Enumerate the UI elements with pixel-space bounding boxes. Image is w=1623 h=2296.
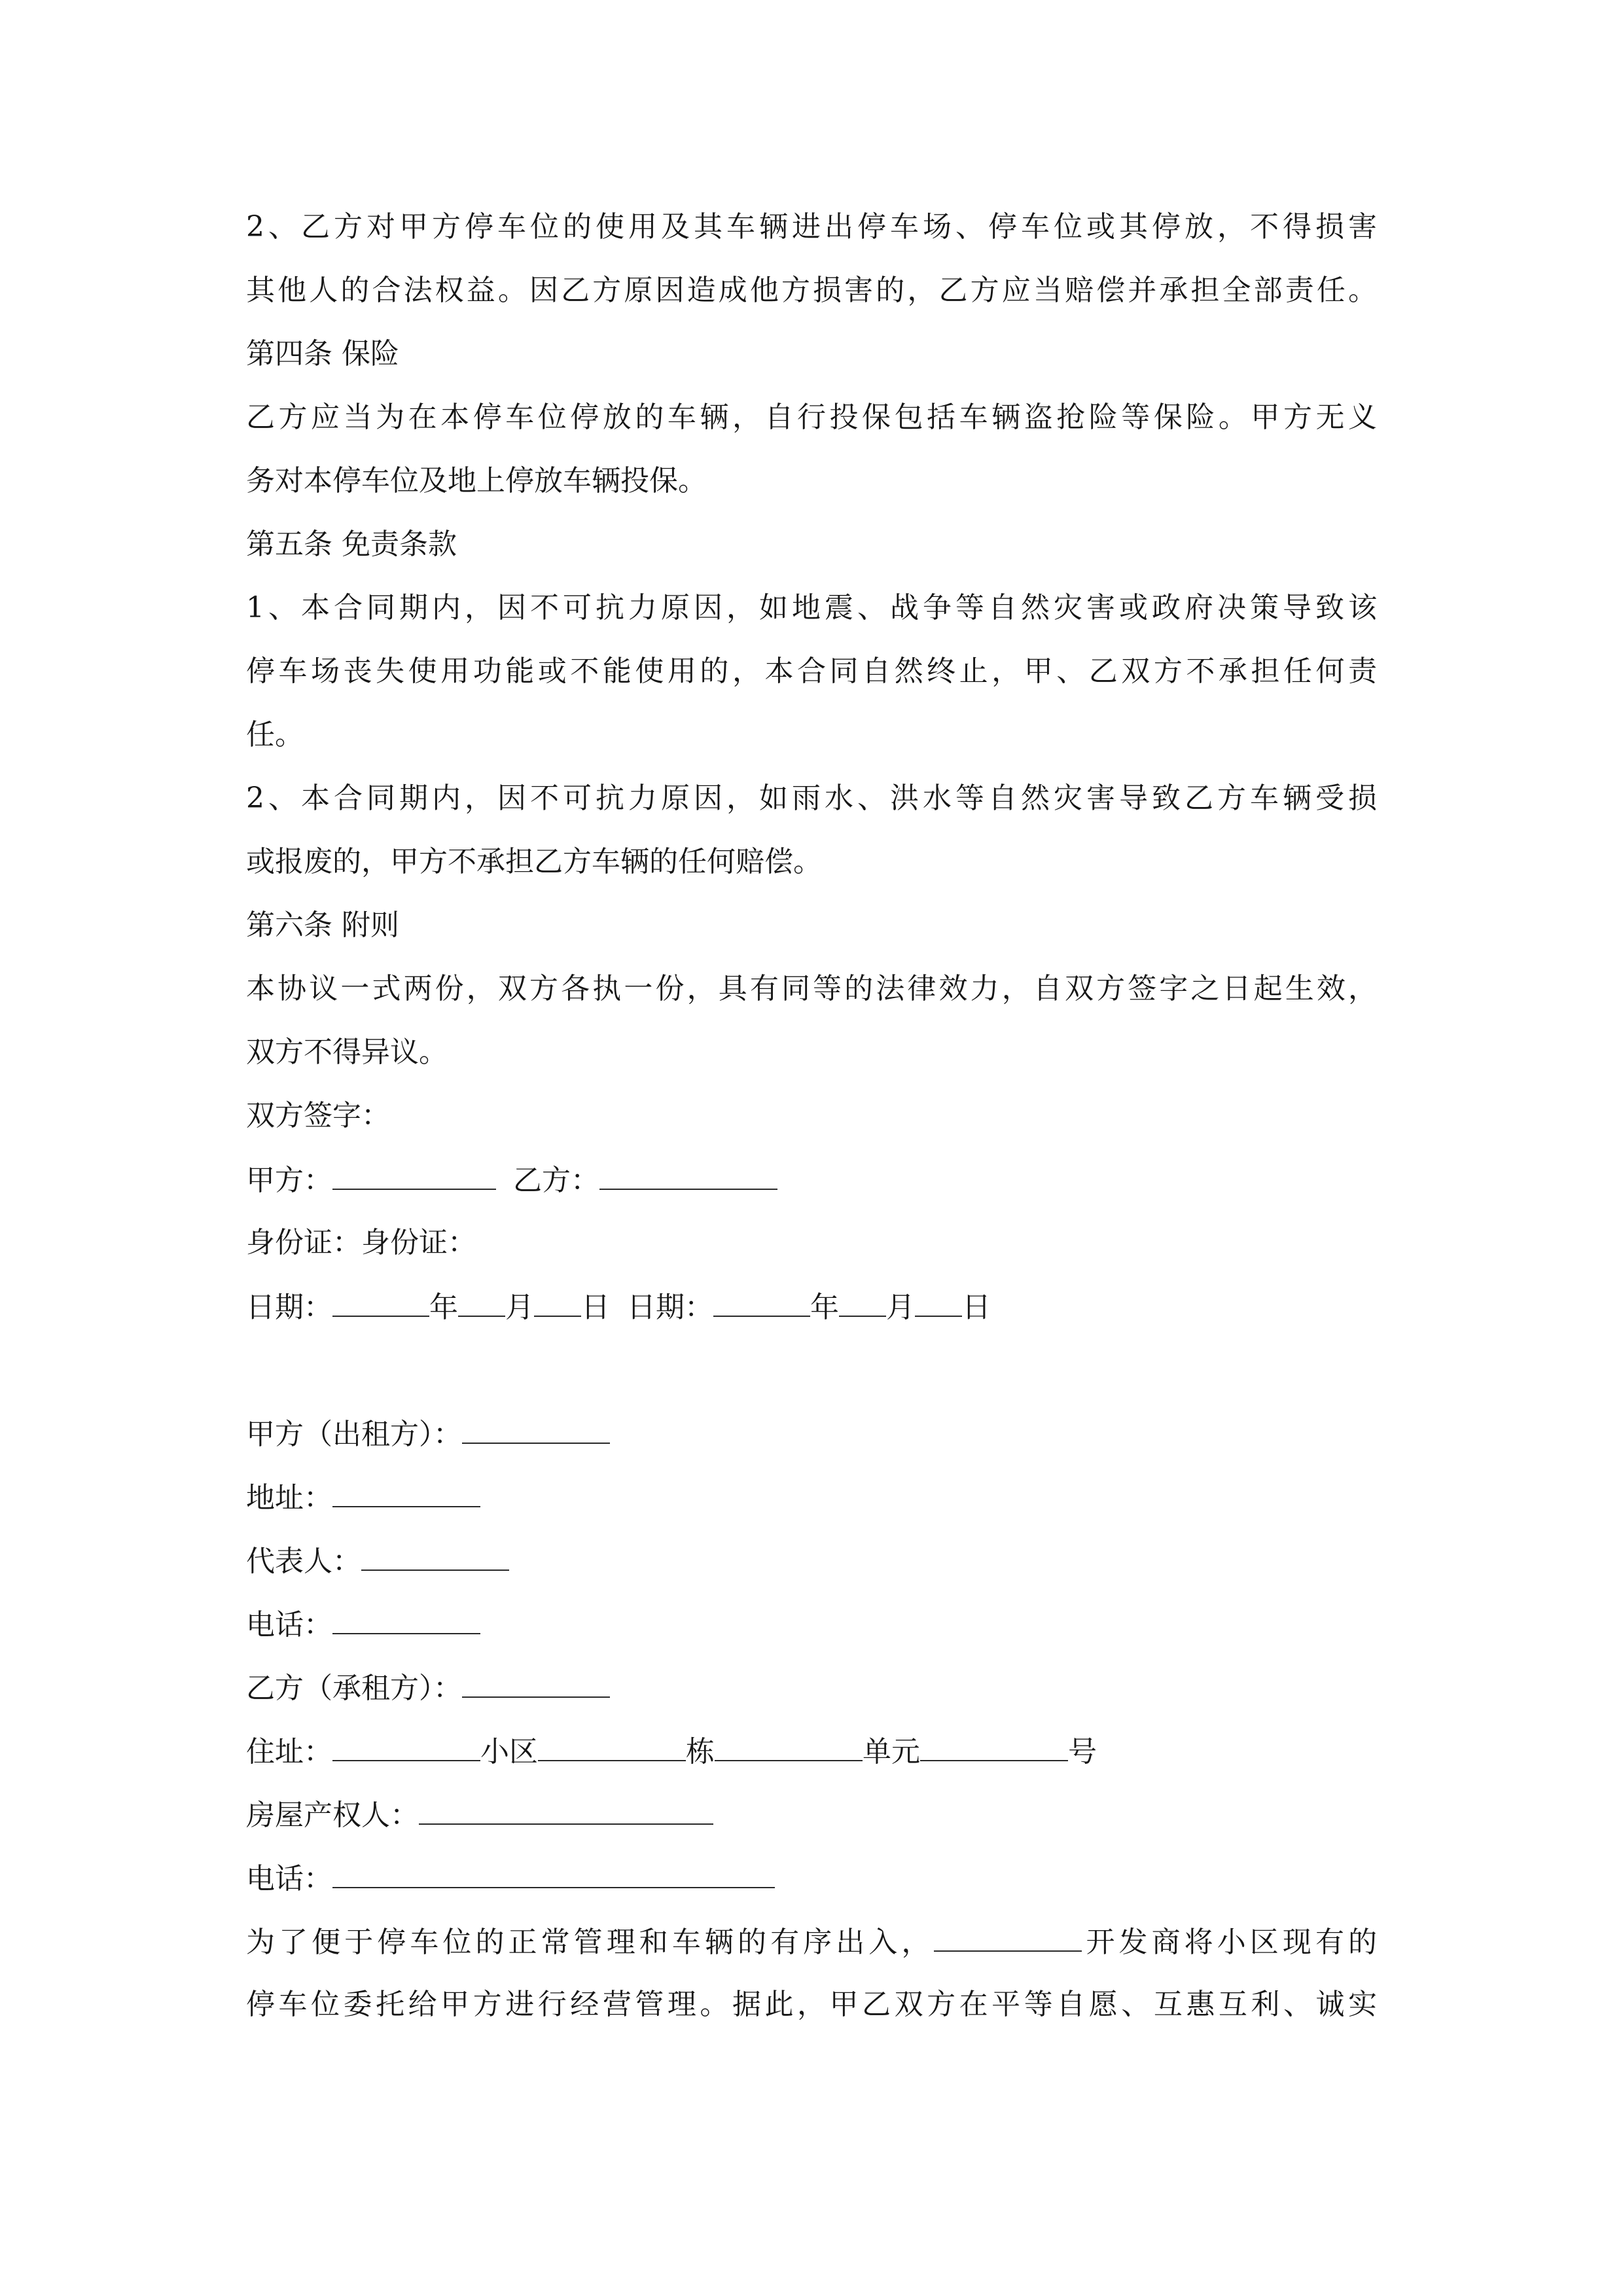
article4-line1: 乙方应当为在本停车位停放的车辆，自行投保包括车辆盗抢险等保险。甲方无义 xyxy=(246,401,1377,434)
lessee-blank[interactable] xyxy=(462,1668,610,1698)
date-a-year: 年 xyxy=(429,1291,458,1324)
party-a-signature-blank[interactable] xyxy=(332,1160,496,1190)
residence-building-blank[interactable] xyxy=(538,1731,686,1761)
date-b-label: 日期： xyxy=(627,1291,713,1324)
unit-label: 单元 xyxy=(863,1735,920,1768)
lessee-label: 乙方（承租方）： xyxy=(246,1672,462,1705)
clause3-item2-line2: 其他人的合法权益。因乙方原因造成他方损害的，乙方应当赔偿并承担全部责任。 xyxy=(246,274,1377,307)
date-a-label: 日期： xyxy=(246,1291,332,1324)
intro-line1-part-a: 为了便于停车位的正常管理和车辆的有序出入， xyxy=(246,1926,935,1959)
intro-line1-part-b: 开发商将小区现有的 xyxy=(1082,1926,1378,1959)
date-b-day: 日 xyxy=(962,1291,991,1324)
date-a-month-blank[interactable] xyxy=(458,1287,505,1317)
signature-line xyxy=(246,1160,777,1199)
phone2-blank[interactable] xyxy=(332,1858,775,1888)
developer-blank[interactable] xyxy=(934,1922,1082,1952)
phone-label: 电话： xyxy=(246,1608,332,1641)
owner-label: 房屋产权人： xyxy=(246,1799,419,1832)
article6-line1: 本协议一式两份，双方各执一份，具有同等的法律效力，自双方签字之日起生效， xyxy=(246,972,1377,1005)
date-a-year-blank[interactable] xyxy=(332,1287,429,1317)
residence-label: 住址： xyxy=(246,1735,332,1768)
address-label: 地址： xyxy=(246,1481,332,1515)
representative-label: 代表人： xyxy=(246,1545,361,1578)
lessee-line xyxy=(246,1668,610,1707)
article5-item2-line1: 2、本合同期内，因不可抗力原因，如雨水、洪水等自然灾害导致乙方车辆受损 xyxy=(246,781,1377,815)
signatures-title: 双方签字： xyxy=(246,1099,390,1132)
article5-heading: 第五条 免责条款 xyxy=(246,528,457,561)
address-blank[interactable] xyxy=(332,1477,480,1507)
date-b-month: 月 xyxy=(886,1291,915,1324)
party-a-label: 甲方： xyxy=(246,1164,332,1197)
intro-line2: 停车位委托给甲方进行经营管理。据此，甲乙双方在平等自愿、互惠互利、诚实 xyxy=(246,1988,1377,2021)
phone2-label: 电话： xyxy=(246,1862,332,1895)
residence-number-blank[interactable] xyxy=(920,1731,1068,1761)
phone-line xyxy=(246,1604,480,1643)
lessor-blank[interactable] xyxy=(462,1414,610,1444)
date-line xyxy=(246,1287,991,1326)
article5-item2-line2: 或报废的，甲方不承担乙方车辆的任何赔偿。 xyxy=(246,845,822,878)
lessor-label: 甲方（出租方）： xyxy=(246,1418,462,1451)
date-b-year-blank[interactable] xyxy=(713,1287,810,1317)
party-b-label: 乙方： xyxy=(513,1164,599,1197)
date-a-day: 日 xyxy=(581,1291,610,1324)
owner-blank[interactable] xyxy=(419,1795,713,1825)
clause3-item2-line1: 2、乙方对甲方停车位的使用及其车辆进出停车场、停车位或其停放，不得损害 xyxy=(246,210,1377,243)
date-b-year: 年 xyxy=(810,1291,839,1324)
article5-item1-line3: 任。 xyxy=(246,718,304,751)
article4-line2: 务对本停车位及地上停放车辆投保。 xyxy=(246,464,707,497)
representative-line xyxy=(246,1541,509,1580)
phone2-line xyxy=(246,1858,775,1897)
phone-blank[interactable] xyxy=(332,1604,480,1634)
community-label: 小区 xyxy=(480,1735,538,1768)
residence-unit-blank[interactable] xyxy=(715,1731,863,1761)
intro-line1 xyxy=(246,1922,1377,1961)
date-a-day-blank[interactable] xyxy=(534,1287,581,1317)
article4-heading: 第四条 保险 xyxy=(246,337,399,370)
representative-blank[interactable] xyxy=(361,1541,509,1571)
party-b-signature-blank[interactable] xyxy=(599,1160,777,1190)
lessor-line xyxy=(246,1414,610,1453)
article6-heading: 第六条 附则 xyxy=(246,908,399,942)
address-line xyxy=(246,1477,480,1516)
date-b-month-blank[interactable] xyxy=(839,1287,886,1317)
date-a-month: 月 xyxy=(505,1291,534,1324)
building-label: 栋 xyxy=(686,1735,715,1768)
residence-community-blank[interactable] xyxy=(332,1731,480,1761)
owner-line xyxy=(246,1795,713,1834)
id-card-line: 身份证：身份证： xyxy=(246,1226,476,1259)
article6-line2: 双方不得异议。 xyxy=(246,1035,448,1069)
article5-item1-line1: 1、本合同期内，因不可抗力原因，如地震、战争等自然灾害或政府决策导致该 xyxy=(246,591,1377,624)
residence-line xyxy=(246,1731,1097,1770)
number-label: 号 xyxy=(1068,1735,1097,1768)
article5-item1-line2: 停车场丧失使用功能或不能使用的，本合同自然终止，甲、乙双方不承担任何责 xyxy=(246,655,1377,688)
date-b-day-blank[interactable] xyxy=(915,1287,962,1317)
